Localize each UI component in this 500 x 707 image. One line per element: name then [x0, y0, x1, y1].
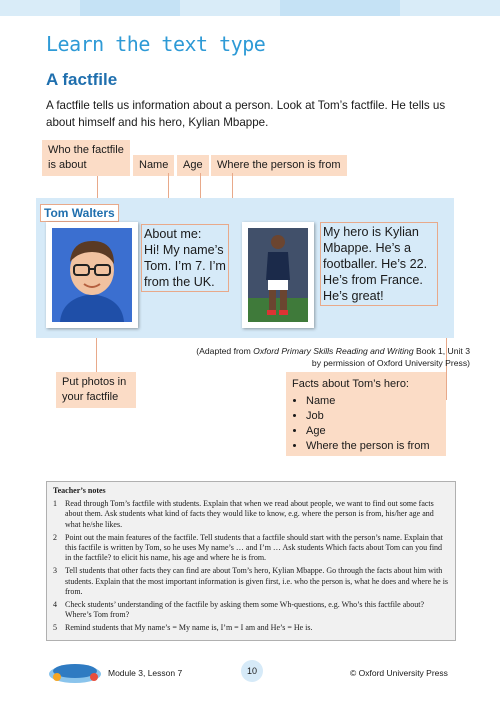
note-text: Check students’ understanding of the factfile by asking them some Wh-questions, e.g. Who’s this factfile about? Where’s Tom from? [65, 600, 425, 620]
note-item [53, 499, 449, 530]
page-number: 10 [241, 660, 263, 682]
about-me-label: About me: [144, 227, 202, 241]
note-item [53, 600, 449, 620]
teachers-notes [46, 481, 456, 641]
note-number: 3 [53, 566, 57, 576]
note-item [53, 533, 449, 564]
page-footer [0, 660, 500, 700]
hero-speech-line: My hero is Kylian [323, 225, 419, 239]
facts-list [292, 394, 440, 454]
factfile-name: Tom Walters [40, 204, 119, 222]
tom-photo [46, 222, 138, 328]
series-logo-icon [48, 660, 102, 684]
tag-age: Age [177, 155, 209, 176]
footballer-icon [248, 228, 308, 322]
tom-speech-line: Tom. I’m 7. I’m [144, 259, 226, 273]
tag-name: Name [133, 155, 174, 176]
hero-speech-line: He’s from France. [323, 273, 423, 287]
tag-where: Where the person is from [211, 155, 347, 176]
note-text: Point out the main features of the factfile. Tell students that a factfile should start with the person’s name. Explain that this factfile is written by Tom, so he uses My name’s … and I’m … Ask students Which facts about Tom can you find in the factfile? to elicit his name, his age and where he is from. [65, 532, 443, 563]
facts-title: Facts about Tom’s hero: [292, 378, 409, 390]
credit-book: Oxford Primary Skills Reading and Writing [253, 346, 414, 356]
note-text: Read through Tom’s factfile with students. Explain that when we read about people, we want to find out some facts about them. Ask students what kind of facts they would like to know, e.g. where the person is from, his/her age and what he/she likes. [65, 499, 434, 529]
hero-speech-line: Mbappe. He’s a [323, 241, 411, 255]
hero-photo [242, 222, 314, 328]
credit-note [130, 345, 470, 369]
tom-speech [141, 224, 229, 292]
note-text: Remind students that My name’s = My name is, I’m = I am and He’s = He is. [65, 623, 313, 633]
credit-suffix: Book 1, Unit 3 [413, 346, 470, 356]
note-number: 5 [53, 623, 57, 633]
hero-speech-line: He’s great! [323, 289, 384, 303]
tom-speech-line: Hi! My name’s [144, 243, 224, 257]
section-title: A factfile [46, 70, 118, 89]
top-bar [0, 0, 500, 16]
list-item: • Where the person is from [306, 439, 440, 454]
note-item [53, 623, 449, 633]
top-bar-segment [80, 0, 180, 16]
hero-speech [320, 222, 438, 306]
credit-prefix: (Adapted from [196, 346, 254, 356]
hero-speech-line: footballer. He’s 22. [323, 257, 428, 271]
note-number: 4 [53, 600, 57, 610]
tag-photos: Put photos in your factfile [56, 372, 136, 408]
tom-speech-line: from the UK. [144, 275, 215, 289]
credit-line2: by permission of Oxford University Press) [311, 358, 470, 368]
note-item [53, 566, 449, 597]
facts-box [286, 372, 446, 456]
footer-lesson: Module 3, Lesson 7 [108, 668, 183, 678]
tag-who: Who the factfile is about [42, 140, 130, 176]
list-item: • Job [306, 409, 440, 424]
note-number: 1 [53, 499, 57, 509]
list-item: • Name [306, 394, 440, 409]
note-text: Tell students that other facts they can find are about Tom’s hero, Kylian Mbappe. Go through the facts about him with students. Explain that the most important information is given first, i.e. who the person is, what he does and where he is from. [65, 566, 449, 596]
footer-copyright: © Oxford University Press [350, 668, 448, 678]
list-item: • Age [306, 424, 440, 439]
notes-heading: Teacher’s notes [53, 486, 106, 495]
note-number: 2 [53, 532, 57, 542]
page-title: Learn the text type [46, 32, 266, 56]
top-bar-segment [280, 0, 400, 16]
intro-paragraph: A factfile tells us information about a person. Look at Tom’s factfile. He tells us about himself and his hero, Kylian Mbappe. [46, 99, 446, 129]
boy-portrait-icon [52, 228, 132, 322]
